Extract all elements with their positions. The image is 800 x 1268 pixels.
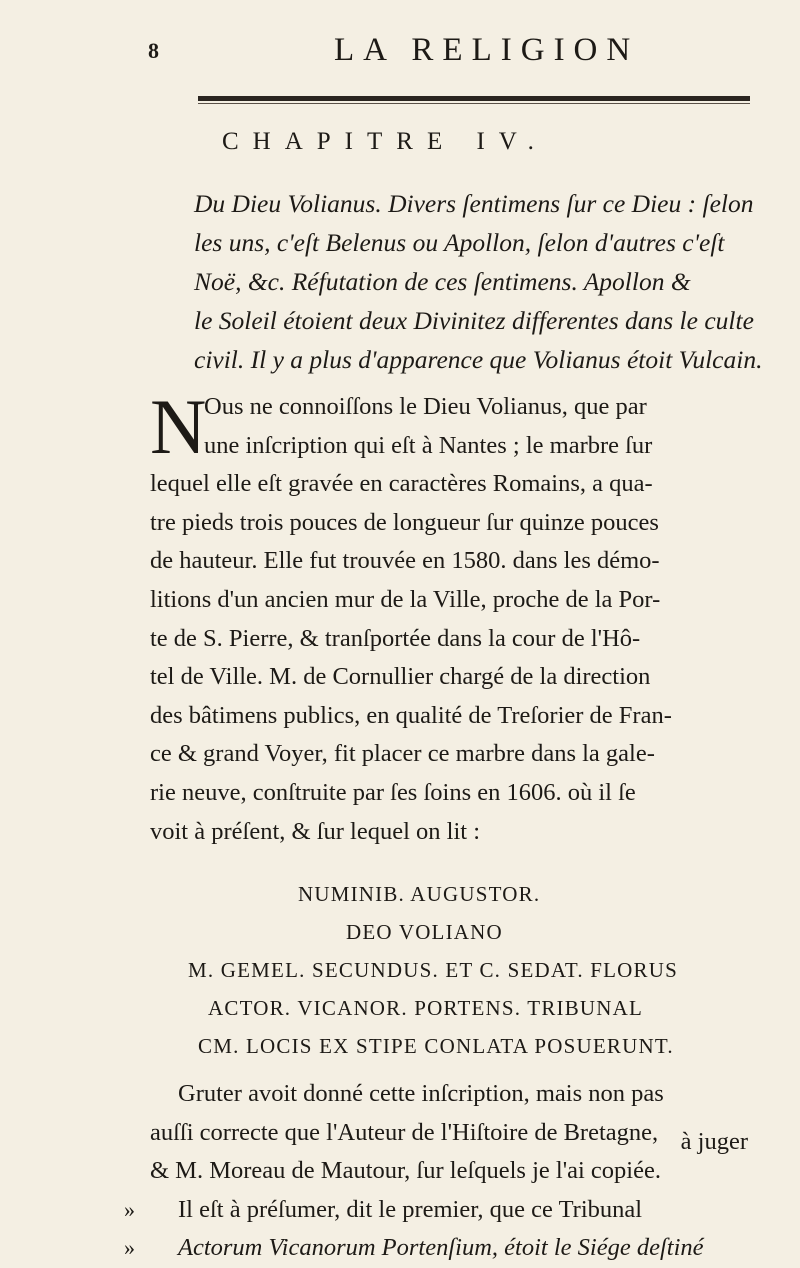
summary-line: les uns, c'eſt Belenus ou Apollon, ſelon d'autres c'eſt	[194, 228, 725, 257]
latin-inscription	[150, 875, 758, 1065]
quote-mark: »	[124, 1196, 135, 1222]
body-line: & M. Moreau de Mautour, ſur leſquels je l'ai copiée.	[150, 1157, 661, 1185]
summary-line: le Soleil étoient deux Divinitez differentes dans le culte	[194, 306, 754, 335]
running-title: LA RELIGION	[334, 32, 640, 68]
inscription-line: DEO VOLIANO	[346, 920, 503, 944]
quote-mark: »	[124, 1235, 135, 1261]
body-line: une inſcription qui eſt à Nantes ; le marbre ſur	[204, 431, 653, 459]
body-paragraph	[150, 383, 758, 851]
inscription-line: ACTOR. VICANOR. PORTENS. TRIBUNAL	[208, 996, 644, 1020]
body-line: lequel elle eſt gravée en caractères Romains, a qua-	[150, 470, 653, 498]
body-line-text: Il eſt à préſumer, dit le premier, que ce Tribunal	[178, 1195, 643, 1223]
body-line: auſſi correcte que l'Auteur de l'Hiſtoire de Bretagne,	[150, 1118, 659, 1146]
quoted-line	[124, 1191, 758, 1230]
header-rule-thin	[198, 103, 750, 104]
quoted-line	[124, 1229, 758, 1268]
body-line: des bâtimens publics, en qualité de Treſorier de Fran-	[150, 701, 672, 729]
drop-cap: N	[150, 383, 207, 470]
header-rule-thick	[198, 96, 750, 101]
body-line: Ous ne connoiſſons le Dieu Volianus, que par	[204, 393, 647, 420]
body-line: litions d'un ancien mur de la Ville, proche de la Por-	[150, 585, 661, 613]
body-line: tel de Ville. M. de Cornullier chargé de la direction	[150, 663, 651, 691]
chapter-summary	[194, 184, 763, 379]
body-line: rie neuve, conſtruite par ſes ſoins en 1606. où il ſe	[150, 778, 636, 806]
inscription-line: CM. LOCIS EX STIPE CONLATA POSUERUNT.	[198, 1034, 674, 1058]
inscription-line: NUMINIB. AUGUSTOR.	[298, 882, 541, 906]
body-line: voit à préſent, & ſur lequel on lit :	[150, 817, 480, 845]
summary-line: Noë, &c. Réfutation de ces ſentimens. Apollon &	[194, 267, 691, 296]
body-line: te de S. Pierre, & tranſportée dans la cour de l'Hô-	[150, 624, 641, 652]
page-number: 8	[148, 38, 159, 63]
summary-line: Du Dieu Volianus. Divers ſentimens ſur ce Dieu : ſelon	[194, 189, 754, 218]
body-line: de hauteur. Elle fut trouvée en 1580. dans les démo-	[150, 547, 660, 575]
catchword: à juger	[680, 1128, 748, 1155]
summary-line: civil. Il y a plus d'apparence que Volianus étoit Vulcain.	[194, 345, 763, 374]
inscription-line: M. GEMEL. SECUNDUS. ET C. SEDAT. FLORUS	[188, 958, 678, 982]
chapter-title: CHAPITRE IV.	[222, 128, 548, 155]
running-head	[148, 32, 748, 68]
following-paragraph	[124, 1075, 758, 1268]
body-line: ce & grand Voyer, fit placer ce marbre dans la gale-	[150, 740, 655, 768]
body-line: Gruter avoit donné cette inſcription, mais non pas	[178, 1080, 664, 1107]
body-line: tre pieds trois pouces de longueur ſur quinze pouces	[150, 508, 659, 536]
body-line-text: Actorum Vicanorum Portenſium, étoit le Siége deſtiné	[178, 1234, 704, 1262]
